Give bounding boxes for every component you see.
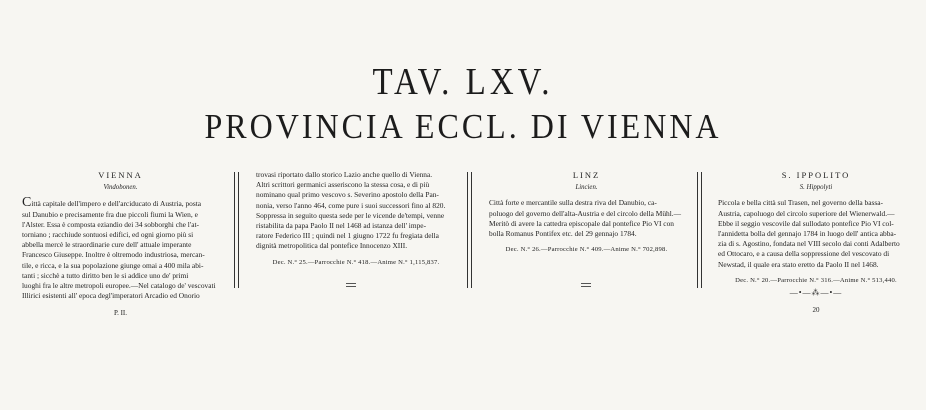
text-line: ristabilita da papa Paolo II nel 1468 ad istanza dell' impe- [256,221,427,231]
page-number: 20 [812,306,820,315]
column-divider [467,172,472,288]
text-line: Newstad, il quale era stato eretto da Paolo II nel 1468. [718,259,879,269]
diocese-stats: Dec. N.° 26.—Parrocchie N.° 409.—Anime N.° 702,898. [505,246,668,254]
text-line: Altri scrittori germanici asseriscono la stessa cosa, e di più [256,180,430,190]
text-line: Austria, capoluogo del circolo superiore del Wienerwald.— [718,208,895,218]
text-line: poluogo del governo dell'alta-Austria e del circolo della Mühl.— [489,208,681,218]
column-divider [697,172,702,288]
text-line: torniano ; racchiude sontuosi edifici, ed ogni giorno più si [22,230,194,240]
text-line: zia di s. Agostino, fondata nel VIII secolo dai conti Adalberto [718,239,900,249]
column-subheading: Vindobonen. [103,184,138,192]
column-subheading: Lincien. [575,184,598,192]
text-line: l'Alster. Essa è composta eziandio dei 34 sobborghi che l'at- [22,219,199,229]
column-subheading: S. Hippolyti [799,184,833,192]
text-line: nominano qual primo vescovo s. Severino apostolo della Pan- [256,190,439,200]
text-line: tanti ; sicchè a tutto diritto ben le si addice uno de' primi [22,270,189,280]
page-signature: P. II. [113,309,128,318]
text-line: ed Ottocaro, e a causa della soppressione del vescovato di [718,249,890,259]
column-vienna-continued [256,170,456,268]
province-title: PROVINCIA ECCL. DI VIENNA [204,106,722,146]
separator-mark [581,283,591,287]
diocese-stats: Dec. N.° 25.—Parrocchie N.° 418.—Anime N.° 1,115,837. [272,258,440,266]
separator-mark [346,283,356,287]
text-line: Illirici esistenti all' epoca degl'imperatori Arcadio ed Onorio [22,291,200,301]
text-line: Città forte e mercantile sulla destra riva del Danubio, ca- [489,198,657,208]
plate-number: TAV. LXV. [372,62,554,104]
text-line: luoghi fra le altre metropoli europee.—Nel catalogo de' vescovati [22,281,216,291]
text-line: Francesco Giuseppe. Inoltre è oltremodo industriosa, mercan- [22,250,205,260]
diocese-stats: Dec. N.° 20.—Parrocchie N.° 316.—Anime N.° 513,440. [735,276,897,284]
column-text [718,198,914,269]
text-line: nonia, verso l'anno 464, come pure i suoi successori fino al 820. [256,200,446,210]
column-linz [489,170,684,255]
column-heading: VIENNA [98,170,143,180]
text-line: abbella mercè le straordinarie cure dell' attuale imperante [22,240,192,250]
column-vienna [22,170,219,319]
text-line: tile, e ricca, e la sua popolazione giunge omai a 400 mila abi- [22,260,204,270]
text-line: dignità metropolitica dal pontefice Innocenzo XIII. [256,241,408,251]
column-text [256,170,456,252]
text-line: l'annidetta bolla del gennajo 1784 in luogo dell' antica abba- [718,229,897,239]
text-line: ittà capitale dell'impero e dell'arciducato di Austria, posta [31,199,202,209]
column-heading: S. IPPOLITO [781,170,851,180]
text-line: Piccola e bella città sul Trasen, nel governo della bassa- [718,198,884,208]
text-line: bolla Romanus Pontifex etc. del 29 gennajo 1784. [489,229,637,239]
ornament-flourish: —•—⁂—•— [789,288,843,298]
text-line: Meritò di avere la cattedra episcopale dal pontefice Pio VI con [489,218,674,228]
column-heading: LINZ [572,170,601,180]
text-line: Soppressa in seguito questa sede per le vicende de'tempi, venne [256,210,445,220]
column-divider [234,172,239,288]
text-line: Ebbe il seggio vescovile dal sullodato pontefice Pio VI col- [718,218,894,228]
column-text [489,198,684,239]
drop-cap: C [22,195,32,211]
text-line: trovasi riportato dallo storico Lazio anche quello di Vienna. [256,170,433,179]
column-text [22,195,219,301]
text-line: sul Danubio e precisamente fra due piccoli fiumi la Wien, e [22,209,198,219]
column-s-ippolito [718,170,914,315]
text-line: ratore Federico III ; quindi nel 1 giugno 1722 fu fregiata della [256,231,439,241]
